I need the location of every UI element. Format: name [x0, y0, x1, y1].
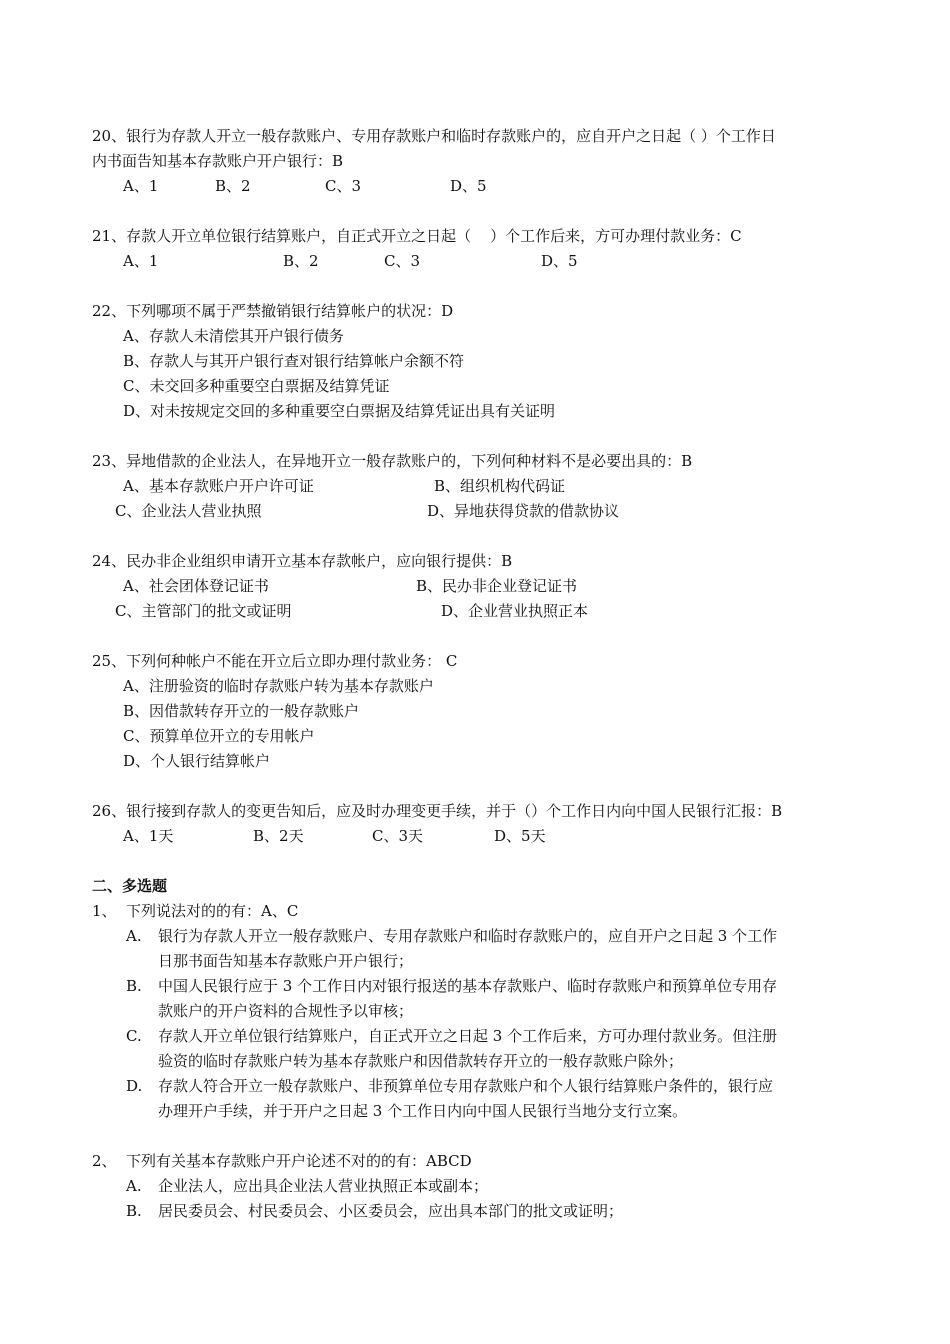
q24-option-b: B、民办非企业登记证书: [416, 577, 578, 595]
q25-option-a: A、注册验资的临时存款账户转为基本存款账户: [123, 677, 434, 695]
m1-number: 1、: [92, 902, 117, 920]
q26-option-b: B、2天: [253, 827, 304, 845]
q23-option-c: C、企业法人营业执照: [115, 502, 262, 520]
q26-option-d: D、5天: [494, 827, 546, 845]
m1-option-d-line1: 存款人符合开立一般存款账户、非预算单位专用存款账户和个人银行结算账户条件的，银行应: [158, 1077, 774, 1095]
q23-stem: 23、异地借款的企业法人，在异地开立一般存款账户的，下列何种材料不是必要出具的：B: [92, 452, 693, 470]
q20-option-a: A、1: [123, 177, 159, 195]
q21-option-d: D、5: [541, 252, 578, 270]
m2-option-a-text: 企业法人，应出具企业法人营业执照正本或副本；: [158, 1177, 489, 1195]
q25-option-c: C、预算单位开立的专用帐户: [123, 727, 315, 745]
m1-option-c-label: C.: [126, 1027, 142, 1045]
m1-option-d-label: D.: [126, 1077, 143, 1095]
m2-option-a-label: A.: [126, 1177, 142, 1195]
m1-option-d-line2: 办理开户手续，并于开户之日起 3 个工作日内向中国人民银行当地分支行立案。: [158, 1102, 688, 1120]
q25-stem: 25、下列何种帐户不能在开立后立即办理付款业务： C: [92, 652, 458, 670]
q21-option-c: C、3: [384, 252, 421, 270]
section-heading: 二、多选题: [92, 877, 168, 895]
q22-option-d: D、对未按规定交回的多种重要空白票据及结算凭证出具有关证明: [123, 402, 556, 420]
q26-stem: 26、银行接到存款人的变更告知后，应及时办理变更手续，并于（）个工作日内向中国人民银行汇报：B: [92, 802, 783, 820]
q24-stem: 24、民办非企业组织申请开立基本存款帐户，应向银行提供：B: [92, 552, 513, 570]
q24-option-a: A、社会团体登记证书: [123, 577, 269, 595]
q25-option-d: D、个人银行结算帐户: [123, 752, 271, 770]
m2-stem: 下列有关基本存款账户开户论述不对的的有：ABCD: [126, 1152, 472, 1170]
q23-option-d: D、异地获得贷款的借款协议: [427, 502, 620, 520]
q23-option-b: B、组织机构代码证: [434, 477, 566, 495]
m1-option-b-label: B.: [126, 977, 142, 995]
q21-option-a: A、1: [123, 252, 159, 270]
q25-option-b: B、因借款转存开立的一般存款账户: [123, 702, 360, 720]
m1-option-c-line1: 存款人开立单位银行结算账户，自正式开立之日起 3 个工作后来，方可办理付款业务。但注册: [158, 1027, 778, 1045]
q20-option-b: B、2: [215, 177, 251, 195]
m1-option-a-line1: 银行为存款人开立一般存款账户、专用存款账户和临时存款账户的，应自开户之日起 3 个工作: [158, 927, 778, 945]
q26-option-c: C、3天: [372, 827, 424, 845]
q22-stem: 22、下列哪项不属于严禁撤销银行结算帐户的状况：D: [92, 302, 454, 320]
q22-option-a: A、存款人未清偿其开户银行债务: [123, 327, 344, 345]
q20-stem-line2: 内书面告知基本存款账户开户银行：B: [92, 152, 344, 170]
q24-option-c: C、主管部门的批文或证明: [115, 602, 292, 620]
m1-stem: 下列说法对的的有：A、C: [126, 902, 299, 920]
q26-option-a: A、1天: [123, 827, 174, 845]
q22-option-b: B、存款人与其开户银行查对银行结算帐户余额不符: [123, 352, 465, 370]
m1-option-b-line1: 中国人民银行应于 3 个工作日内对银行报送的基本存款账户、临时存款账户和预算单位专用存: [158, 977, 778, 995]
q21-option-b: B、2: [283, 252, 319, 270]
m1-option-a-label: A.: [126, 927, 142, 945]
m1-option-a-line2: 日那书面告知基本存款账户开户银行；: [158, 952, 414, 970]
m2-option-b-label: B.: [126, 1202, 142, 1220]
q20-stem-line1: 20、银行为存款人开立一般存款账户、专用存款账户和临时存款账户的，应自开户之日起（ ）个工作日: [92, 127, 776, 145]
q23-option-a: A、基本存款账户开户许可证: [123, 477, 314, 495]
m2-option-b-text: 居民委员会、村民委员会、小区委员会，应出具本部门的批文或证明；: [158, 1202, 624, 1220]
m1-option-b-line2: 款账户的开户资料的合规性予以审核；: [158, 1002, 414, 1020]
q22-option-c: C、未交回多种重要空白票据及结算凭证: [123, 377, 390, 395]
q20-option-c: C、3: [325, 177, 362, 195]
q24-option-d: D、企业营业执照正本: [441, 602, 589, 620]
m1-option-c-line2: 验资的临时存款账户转为基本存款账户和因借款转存开立的一般存款账户除外；: [158, 1052, 684, 1070]
q21-stem: 21、存款人开立单位银行结算账户，自正式开立之日起（ ）个工作后来，方可办理付款业务：C: [92, 227, 742, 245]
q20-option-d: D、5: [450, 177, 487, 195]
m2-number: 2、: [92, 1152, 117, 1170]
